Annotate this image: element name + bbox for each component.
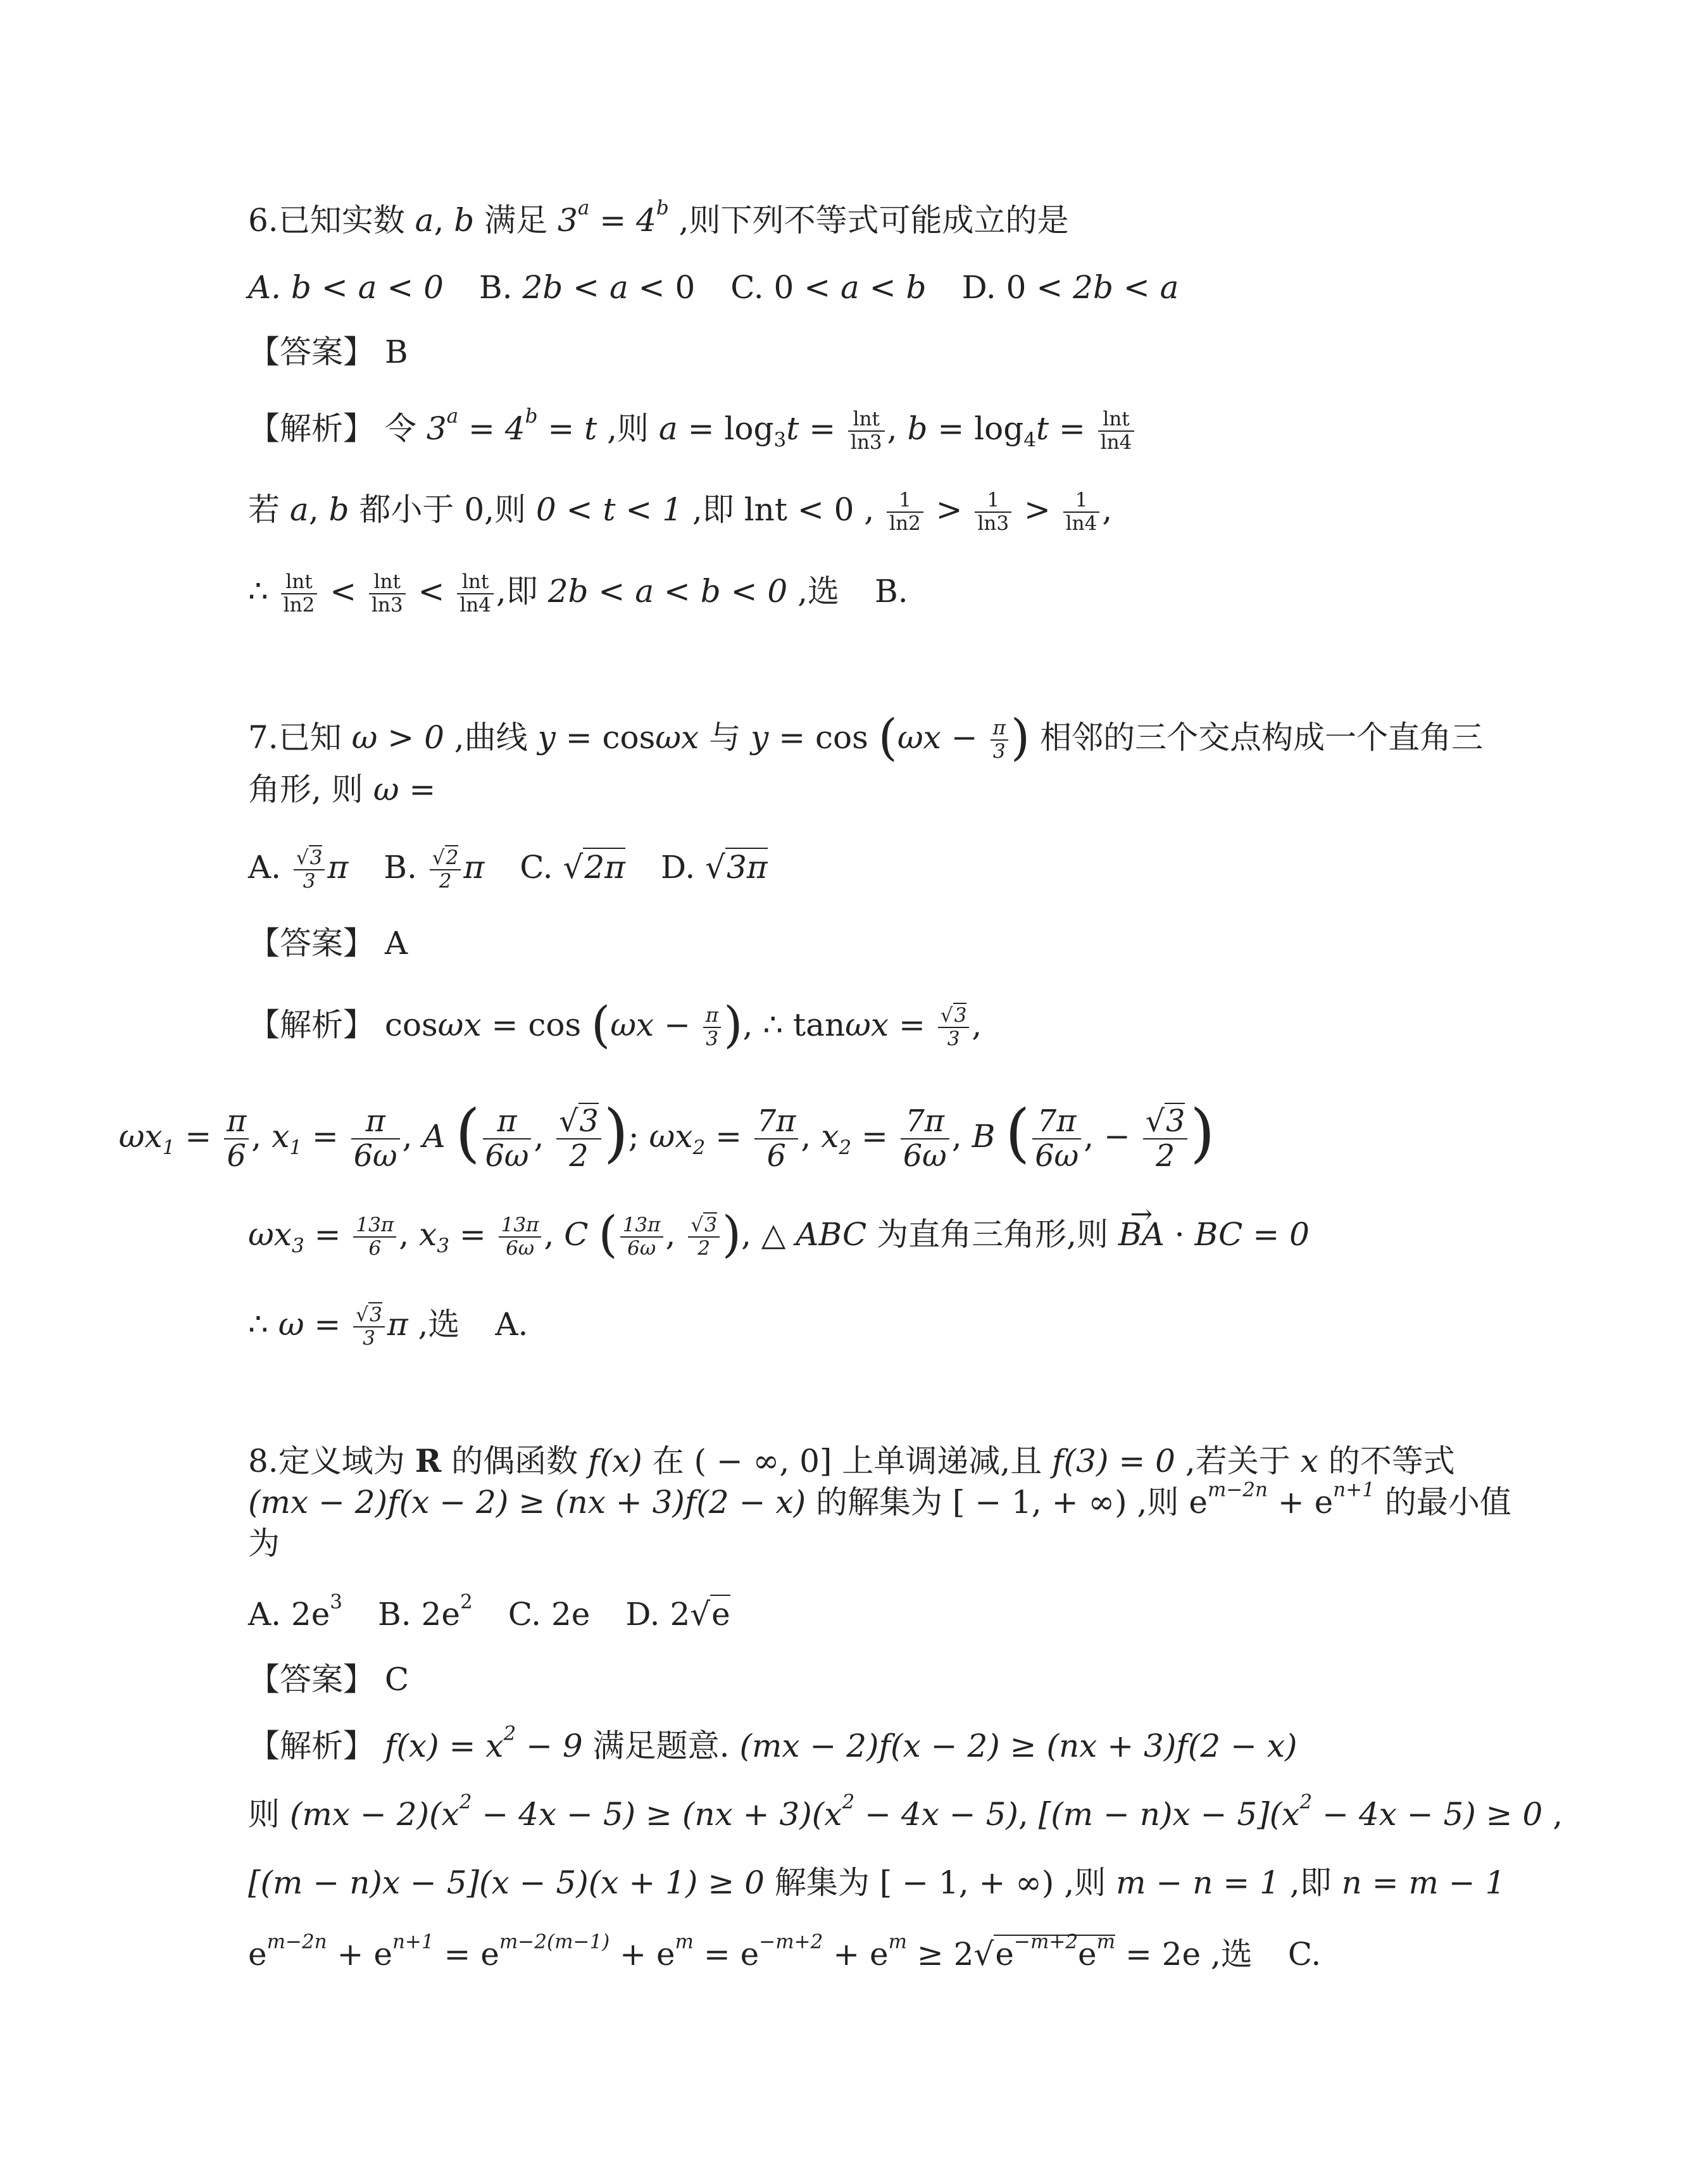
q8-option-b: B. $2e^2$ (378, 1590, 473, 1633)
q7-stem-line-2: 角形, 则 ω = (248, 771, 436, 808)
q8-option-a: A. $2e^3$ (248, 1590, 343, 1633)
q8-analysis-line-2: 则 $(mx - 2)(x^2 - 4x - 5) \ge (nx + 3)(x^2 - 4x - 5)$, $[(m - n)x - 5](x^2 - 4x - 5) \ge 0$ , (248, 1790, 1563, 1833)
q8-answer-value: C (384, 1661, 409, 1698)
q6-option-b: B. 2b < a < 0 (478, 269, 696, 306)
q7-number: 7. (248, 719, 278, 756)
q8-analysis-line-3: [(m − n)x − 5](x − 5)(x + 1) ≥ 0 解集为 [ − 1, + ∞) ,则 m − n = 1 ,即 n = m − 1 (248, 1864, 1506, 1901)
q8-stem-line-2: (mx − 2)f(x − 2) ≥ (nx + 3)f(2 − x) 的解集为 [ − 1, + ∞) ,则 $e^{m-2n} + e^{n+1}$ 的最小值 (248, 1478, 1511, 1521)
q6-answer-value: B (384, 334, 408, 370)
q6-stem: 6.已知实数 a, b 满足 $3^a = 4^b$ ,则下列不等式可能成立的是 (248, 196, 1069, 239)
q8-analysis-line-1: 【解析】 $f(x) = x^2 - 9$ 满足题意. (mx − 2)f(x − 2) ≥ (nx + 3)f(2 − x) (248, 1722, 1297, 1764)
analysis-label: 【解析】 (248, 1007, 375, 1043)
q8-analysis-line-4: $e^{m-2n} + e^{n+1} = e^{m-2(m-1)} + e^m = e^{-m+2} + e^m \ge 2√e^{-m+2}e^m = 2e$ ,选 C. (248, 1930, 1322, 1973)
q8-stem-line-1: 8.定义域为 R 的偶函数 f(x) 在 ( − ∞, 0] 上单调递减,且 f(3) = 0 ,若关于 x 的不等式 (248, 1442, 1455, 1479)
q6-analysis-line-3: ∴ $\frac{\ln t}{\ln 2}$ < $\frac{\ln t}{\ln 3}$ < $\frac{\ln t}{\ln 4}$ ,即 2b < a < b < 0 ,选 B. (248, 570, 908, 617)
answer-label: 【答案】 (248, 925, 375, 962)
q6-answer (248, 332, 408, 372)
q6-options (248, 267, 1178, 308)
q8-option-c: C. 2e (508, 1596, 591, 1633)
q6-analysis-line-1: 【解析】 令 $3^a = 4^b = t$ ,则 $a = \log_3t$ = $\frac{\ln t}{\ln 3}$ , $b = \log_4t$ = $\frac{\ln t}{\ln 4}$ (248, 408, 1137, 454)
q7-analysis-line-3: $\omega x_3$ = $\frac{13\pi}{6}$ , $x_3$ = $\frac{13\pi}{6\omega}$ , C ( $\frac{13\pi}{6\omega}$ , $\frac{√3}{2}$ ), △ ABC 为直角三角形,则 → BA · BC = 0 (248, 1214, 1310, 1260)
q8-number: 8. (248, 1443, 278, 1479)
q8-options (248, 1590, 730, 1635)
answer-label: 【答案】 (248, 334, 375, 370)
q7-answer (248, 923, 408, 963)
answer-label: 【答案】 (248, 1661, 375, 1698)
analysis-label: 【解析】 (248, 410, 375, 447)
q7-analysis-line-2: $\omega x_1$ = $\frac{\pi}{6}$ , $x_1$ = $\frac{\pi}{6\omega}$ , A ( $\frac{\pi}{6\omega}$ , $\frac{√3}{2}$ ); $\omega x_2$ = $\frac{7\pi}{6}$ , $x_2$ = $\frac{7\pi}{6\omega}$ , B ( $\frac{7\pi}{6\omega}$ , − $\frac{√3}{2}$ ) (118, 1096, 1215, 1174)
q7-stem-line-1: 7.已知 ω > 0 ,曲线 y = cosωx 与 y = cos (ωx − $\frac{\pi}{3}$ ) 相邻的三个交点构成一个直角三 (248, 709, 1484, 767)
q7-answer-value: A (384, 925, 408, 962)
q8-answer (248, 1659, 409, 1700)
q6-option-c: C. 0 < a < b (730, 269, 927, 306)
analysis-label: 【解析】 (248, 1728, 375, 1764)
q6-number: 6. (248, 202, 278, 239)
q7-option-a: A. $\frac{√3}{3}$ π (248, 846, 349, 893)
q7-options (248, 847, 768, 893)
q6-analysis-line-2: 若 a, b 都小于 0,则 0 < t < 1 ,即 lnt < 0 , $\frac{1}{\ln 2}$ > $\frac{1}{\ln 3}$ > $\frac{1}{\ln 4}$ , (248, 489, 1113, 535)
q7-option-d: D. √3π (661, 849, 768, 886)
q8-option-d: D. 2√e (625, 1596, 730, 1633)
q7-analysis-line-4: ∴ ω = $\frac{√3}{3}$ π ,选 A. (248, 1303, 528, 1350)
q7-option-c: C. √2π (520, 849, 626, 886)
q7-analysis-line-1: 【解析】 cosωx = cos (ωx − $\frac{\pi}{3}$ ), ∴ tanωx = $\frac{√3}{3}$ , (248, 996, 982, 1054)
q8-stem-line-3: 为 (248, 1525, 280, 1562)
q6-option-a: A. b < a < 0 (248, 269, 444, 306)
q7-option-b: B. $\frac{√2}{2}$ π (384, 846, 485, 893)
q6-option-d: D. 0 < 2b < a (961, 269, 1179, 306)
